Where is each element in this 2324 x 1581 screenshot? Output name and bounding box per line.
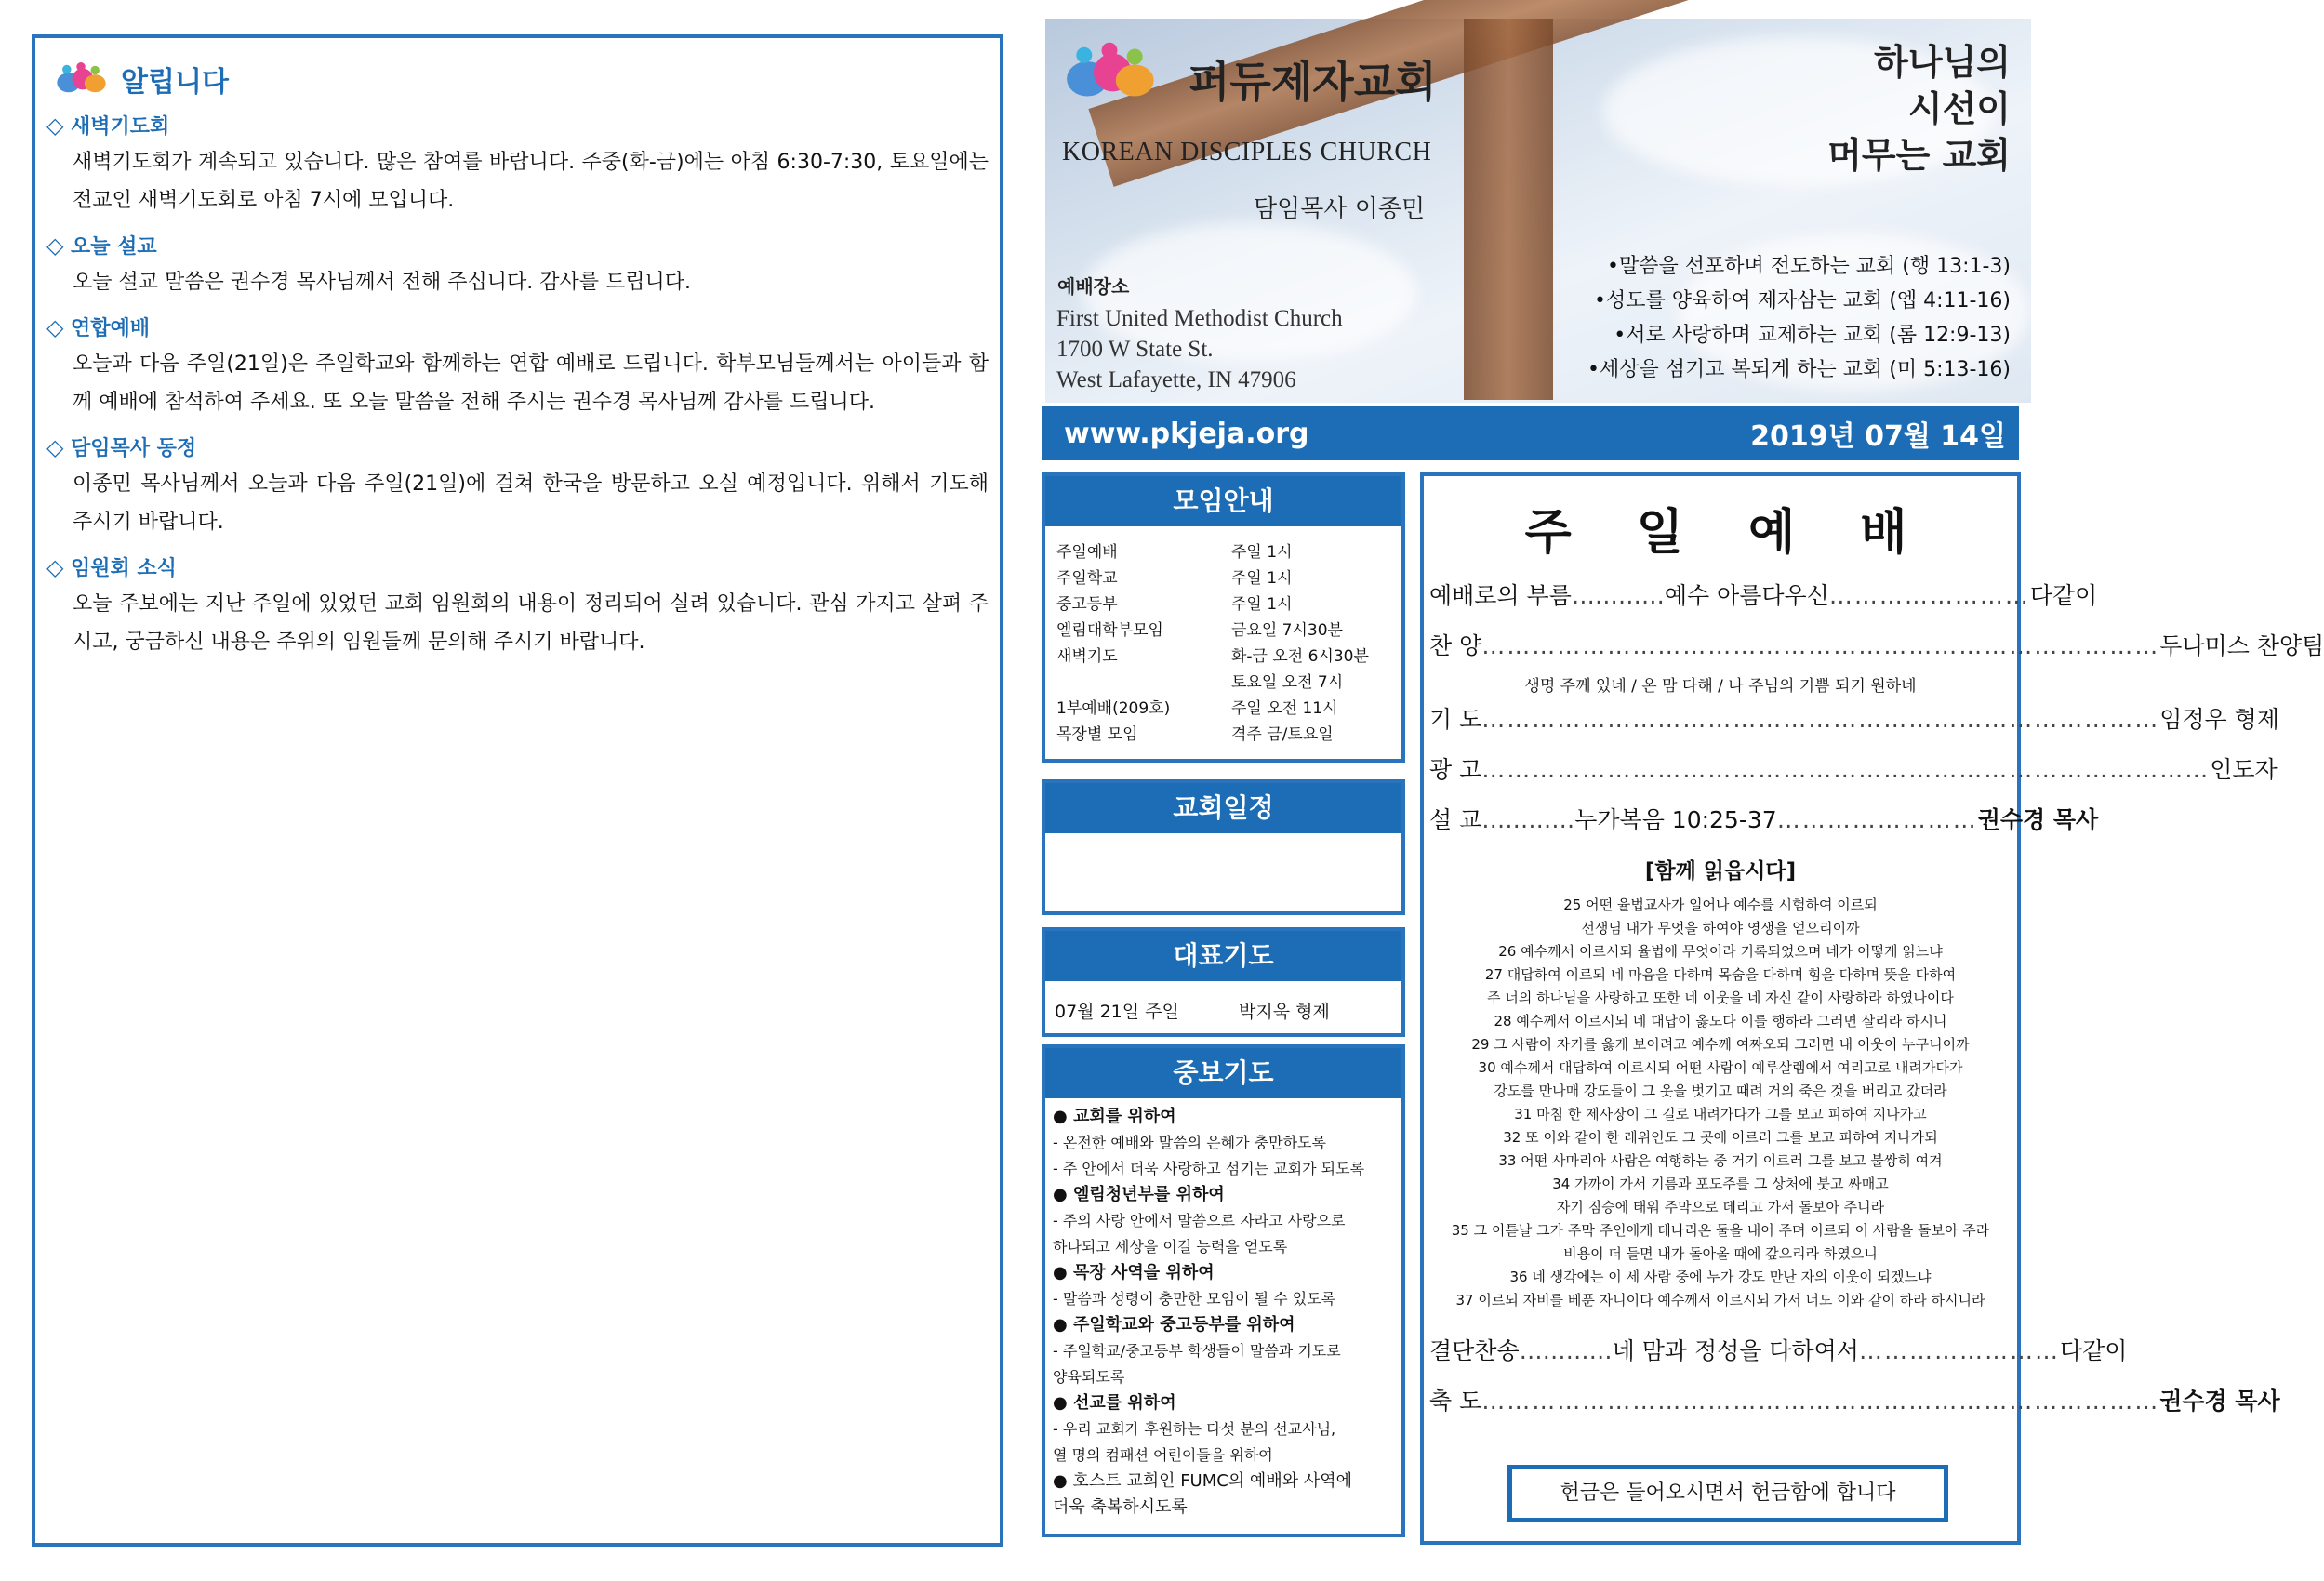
senior-pastor: 담임목사 이종민 — [1254, 195, 1426, 223]
scripture-reading-title: [함께 읽읍시다] — [1644, 859, 1797, 884]
praise-lyric: 생명 주께 있네 / 온 맘 다해 / 나 주님의 기쁨 되기 원하네 — [1524, 677, 1917, 696]
diamond-icon: ◇ — [46, 232, 64, 259]
announcement-item — [46, 312, 989, 421]
announcement-item — [46, 231, 989, 301]
bulletin-date: 2019년 07월 14일 — [1750, 420, 2006, 453]
meeting-guide-title: 모임안내 — [1045, 476, 1401, 526]
order-response-hymn: 결단찬송 ………… 네 맘과 정성을 다하여서 …………………… 다같이 — [1429, 1337, 2128, 1364]
church-name: 퍼듀제자교회 — [1189, 57, 1437, 107]
church-schedule-title: 교회일정 — [1045, 783, 1401, 833]
church-schedule-panel — [1042, 779, 1405, 915]
mission-line: •세상을 섬기고 복되게 하는 교회 (미 5:13-16) — [1587, 358, 2011, 381]
order-benediction: 축 도 ……………………………………………………………………… 권수경 목사 — [1429, 1388, 2280, 1415]
church-motto — [1827, 39, 2011, 179]
cross-post — [1464, 19, 1553, 400]
mission-line: •말씀을 선포하며 전도하는 교회 (행 13:1-3) — [1607, 255, 2011, 278]
diamond-icon: ◇ — [46, 112, 64, 139]
meeting-row: 1부예배(209호) 주일 오전 11시 — [1056, 699, 1338, 718]
representative-prayer-panel — [1042, 927, 1405, 1037]
announcements-title-text: 알립니다 — [121, 66, 229, 99]
intercession-panel — [1042, 1044, 1405, 1537]
venue-address — [1056, 303, 1343, 395]
intercession-item: ● 호스트 교회인 FUMC의 예배와 사역에 더욱 축복하시도록 — [1053, 1471, 1352, 1517]
order-praise: 찬 양 ……………………………………………………………………… 두나미스 찬양팀 — [1429, 632, 2324, 659]
church-name-english: KOREAN DISCIPLES CHURCH — [1062, 138, 1432, 166]
venue-label: 예배장소 — [1057, 275, 1130, 298]
diamond-icon: ◇ — [46, 313, 64, 340]
motto-line: 머무는 교회 — [1827, 135, 2011, 176]
church-logo-icon — [54, 61, 108, 97]
intercession-item: ● 주일학교와 중고등부를 위하여 - 주일학교/중고등부 학생들이 말씀과 기도로 양육되도록 — [1053, 1315, 1341, 1386]
order-prayer: 기 도 ……………………………………………………………………… 임정우 형제 — [1429, 706, 2279, 733]
intercession-item: ● 엘림청년부를 위하여 - 주의 사랑 안에서 말씀으로 자라고 사랑으로 하나되고 세상을 이길 능력을 얻도록 — [1053, 1185, 1346, 1256]
meeting-row: 주일학교 주일 1시 — [1056, 569, 1293, 588]
scripture-verses: 25 어떤 율법교사가 일어나 예수를 시험하여 이르되 선생님 내가 무엇을 하여야 영생을 얻으리이까 26 예수께서 이르시되 율법에 무엇이라 기록되었으며 네가 어떻게 읽느냐 27 대답하여 이르되 네 마음을 다하며 목숨을 다하며 힘을 다하며 뜻을 다하여 주 너의 하나님을 사랑하고 또한 네 이웃을 네 자신 같이 사랑하라 하였나이다 28 예수께서 이르시되 네 대답이 옳도다 이를 행하라 그러면 살리라 하시니 29 그 사람이 자기를 옳게 보이려고 예수께 여짜오되 그러면 내 이웃이 누구니이까 30 예수께서 대답하여 이르시되 어떤 사람이 예루살렘에서 여리고로 내려가다가 강도를 만나매 강도들이 그 옷을 벗기고 때려 거의 죽은 것을 버리고 갔더라 31 마침 한 제사장이 그 길로 내려가다가 그를 보고 피하여 지나가고 32 또 이와 같이 한 레위인도 그 곳에 이르러 그를 보고 피하여 지나가되 33 어떤 사마리아 사람은 여행하는 중 거기 이르러 그를 보고 불쌍히 여겨 34 가까이 가서 기름과 포도주를 그 상처에 붓고 싸매고 자기 짐승에 태워 주막으로 데리고 가서 돌보아 주니라 35 그 이튿날 그가 주막 주인에게 데나리온 둘을 내어 주며 이르되 이 사람을 돌보아 주라 비용이 더 들면 내가 돌아올 때에 갚으리라 하였으니 36 네 생각에는 이 세 사람 중에 누가 강도 만난 자의 이웃이 되겠느냐 37 이르되 자비를 베푼 자니이다 예수께서 이르시되 가서 너도 이와 같이 하라 하시니라 — [1451, 897, 1990, 1309]
meeting-row: 중고등부 주일 1시 — [1056, 595, 1293, 614]
website-link[interactable]: www.pkjeja.org — [1064, 417, 1309, 450]
announcement-heading: 오늘 설교 — [71, 235, 157, 259]
announcement-heading: 새벽기도회 — [71, 115, 170, 139]
intercession-item: ● 선교를 위하여 - 우리 교회가 후원하는 다섯 분의 선교사님, 열 명의 컴패션 어린이들을 위하여 — [1053, 1393, 1336, 1464]
announcements-title — [54, 59, 989, 100]
announcement-heading: 연합예배 — [71, 317, 151, 340]
mission-line: •성도를 양육하여 제자삼는 교회 (엡 4:11-16) — [1594, 289, 2011, 312]
offering-notice: 헌금은 들어오시면서 헌금함에 합니다 — [1507, 1465, 1948, 1522]
announcement-body: 오늘과 다음 주일(21일)은 주일학교와 함께하는 연합 예배로 드립니다. 학부모님들께서는 아이들과 함께 예배에 참석하여 주세요. 또 오늘 말씀을 전해 주시는 권수경 목사님께 감사를 드립니다. — [73, 352, 989, 414]
announcement-item — [46, 111, 989, 219]
order-announcements: 광 고 …………………………………………………………………………… 인도자 — [1429, 756, 2278, 783]
diamond-icon: ◇ — [46, 433, 64, 460]
announcement-body: 오늘 설교 말씀은 권수경 목사님께서 전해 주십니다. 감사를 드립니다. — [73, 271, 691, 294]
venue-line: First United Methodist Church — [1056, 306, 1343, 331]
announcement-item — [46, 432, 989, 541]
motto-line: 시선이 — [1907, 88, 2011, 129]
meeting-table — [1045, 526, 1401, 748]
venue-line: West Lafayette, IN 47906 — [1056, 367, 1296, 392]
motto-line: 하나님의 — [1874, 42, 2011, 83]
intercession-list — [1045, 1098, 1401, 1521]
announcement-heading: 임원회 소식 — [71, 557, 177, 580]
url-date-bar — [1042, 406, 2019, 460]
diamond-icon: ◇ — [46, 553, 64, 580]
order-call-to-worship: 예배로의 부름 ………… 예수 아름다우신 …………………… 다같이 — [1429, 582, 2098, 609]
venue-line: 1700 W State St. — [1056, 337, 1214, 362]
announcement-body: 오늘 주보에는 지난 주일에 있었던 교회 임원회의 내용이 정리되어 실려 있습니다. 관심 가지고 살펴 주시고, 궁금하신 내용은 주위의 임원들께 문의해 주시기 바랍니다. — [73, 592, 989, 654]
service-title: 주일예배 — [1524, 505, 1972, 561]
announcements-panel — [32, 34, 1003, 1547]
meeting-row: 토요일 오전 7시 — [1231, 673, 1344, 692]
announcement-body: 이종민 목사님께서 오늘과 다음 주일(21일)에 걸쳐 한국을 방문하고 오실 예정입니다. 위해서 기도해 주시기 바랍니다. — [73, 472, 989, 534]
order-sermon: 설 교 ………… 누가복음 10:25-37 …………………… 권수경 목사 — [1429, 806, 2099, 833]
mission-line: •서로 사랑하며 교제하는 교회 (롬 12:9-13) — [1614, 324, 2011, 347]
meeting-row: 엘림대학부모임 금요일 7시30분 — [1056, 621, 1343, 640]
church-missions — [1587, 249, 2011, 387]
meeting-guide-panel — [1042, 472, 1405, 763]
representative-prayer-title: 대표기도 — [1045, 931, 1401, 981]
representative-prayer-row: 07월 21일 주일 박지욱 형제 — [1055, 1002, 1330, 1022]
church-logo-icon — [1055, 41, 1164, 104]
announcement-item — [46, 552, 989, 661]
announcement-heading: 담임목사 동정 — [71, 437, 197, 460]
sunday-service-panel — [1420, 472, 2324, 1545]
intercession-title: 중보기도 — [1045, 1048, 1401, 1098]
meeting-row: 목장별 모임 격주 금/토요일 — [1056, 725, 1334, 744]
intercession-item: ● 교회를 위하여 - 온전한 예배와 말씀의 은혜가 충만하도록 - 주 안에서 더욱 사랑하고 섬기는 교회가 되도록 — [1053, 1107, 1365, 1177]
meeting-row: 새벽기도 화-금 오전 6시30분 — [1056, 647, 1369, 666]
announcement-body: 새벽기도회가 계속되고 있습니다. 많은 참여를 바랍니다. 주중(화-금)에는 아침 6:30-7:30, 토요일에는 전교인 새벽기도회로 아침 7시에 모입니다. — [73, 151, 989, 212]
meeting-row: 주일예배 주일 1시 — [1056, 543, 1293, 562]
intercession-item: ● 목장 사역을 위하여 - 말씀과 성령이 충만한 모임이 될 수 있도록 — [1053, 1263, 1336, 1308]
